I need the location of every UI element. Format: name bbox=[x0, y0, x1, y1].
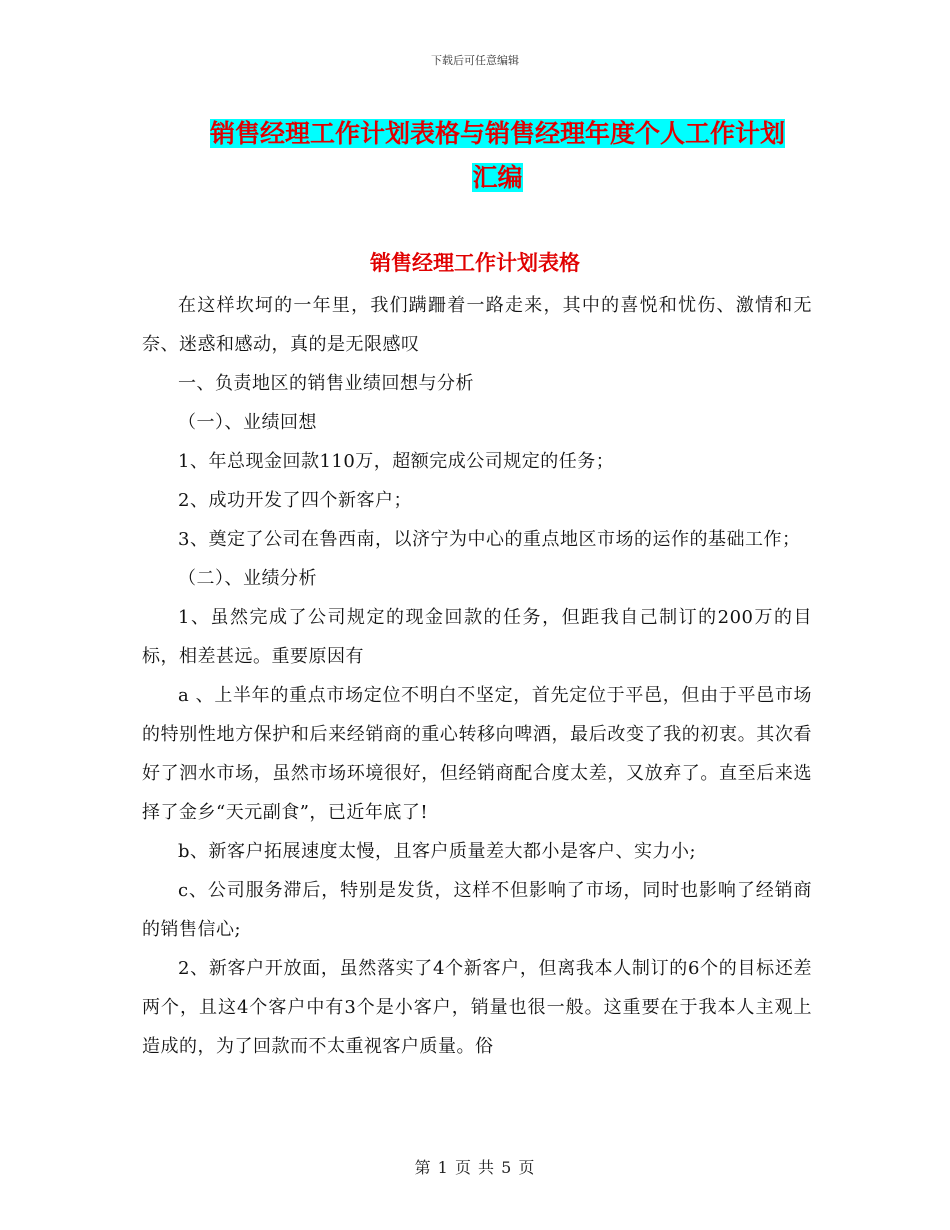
paragraph: 1、虽然完成了公司规定的现金回款的任务，但距我自己制订的200万的目标，相差甚远。重要原因有 bbox=[142, 607, 812, 667]
paragraph: 在这样坎坷的一年里，我们蹒跚着一路走来，其中的喜悦和忧伤、激情和无奈、迷惑和感动，真的是无限感叹 bbox=[142, 295, 812, 355]
paragraph: a 、上半年的重点市场定位不明白不坚定，首先定位于平邑，但由于平邑市场的特别性地方保护和后来经销商的重心转移向啤酒，最后改变了我的初衷。其次看好了泗水市场，虽然市场环境很好，但经销商配合度太差，又放弃了。直至后来选择了金乡“天元副食”，已近年底了! bbox=[142, 685, 812, 823]
header-note: 下载后可任意编辑 bbox=[431, 54, 519, 67]
paragraph: c、公司服务滞后，特别是发货，这样不但影响了市场，同时也影响了经销商的销售信心; bbox=[142, 880, 812, 940]
page-number: 第 1 页 共 5 页 bbox=[414, 1158, 536, 1177]
paragraph: b、新客户拓展速度太慢，且客户质量差大都小是客户、实力小; bbox=[178, 841, 697, 862]
paragraph: （一）、业绩回想 bbox=[178, 412, 317, 433]
section-title: 销售经理工作计划表格 bbox=[370, 251, 580, 275]
paragraph: 一、负责地区的销售业绩回想与分析 bbox=[178, 373, 474, 394]
title-line-2: 汇编 bbox=[472, 163, 523, 192]
paragraph: 3、奠定了公司在鲁西南，以济宁为中心的重点地区市场的运作的基础工作； bbox=[178, 529, 801, 550]
paragraph: 2、新客户开放面，虽然落实了4个新客户，但离我本人制订的6个的目标还差两个，且这4个客户中有3个是小客户，销量也很一般。这重要在于我本人主观上造成的，为了回款而不太重视客户质量。俗 bbox=[142, 958, 812, 1057]
paragraph: 2、成功开发了四个新客户； bbox=[178, 490, 412, 511]
paragraph: 1、年总现金回款110万，超额完成公司规定的任务； bbox=[178, 451, 615, 472]
paragraph: （二）、业绩分析 bbox=[178, 568, 317, 589]
document-body bbox=[142, 286, 812, 1066]
title-line-1: 销售经理工作计划表格与销售经理年度个人工作计划 bbox=[209, 119, 785, 148]
document-title bbox=[190, 112, 805, 200]
